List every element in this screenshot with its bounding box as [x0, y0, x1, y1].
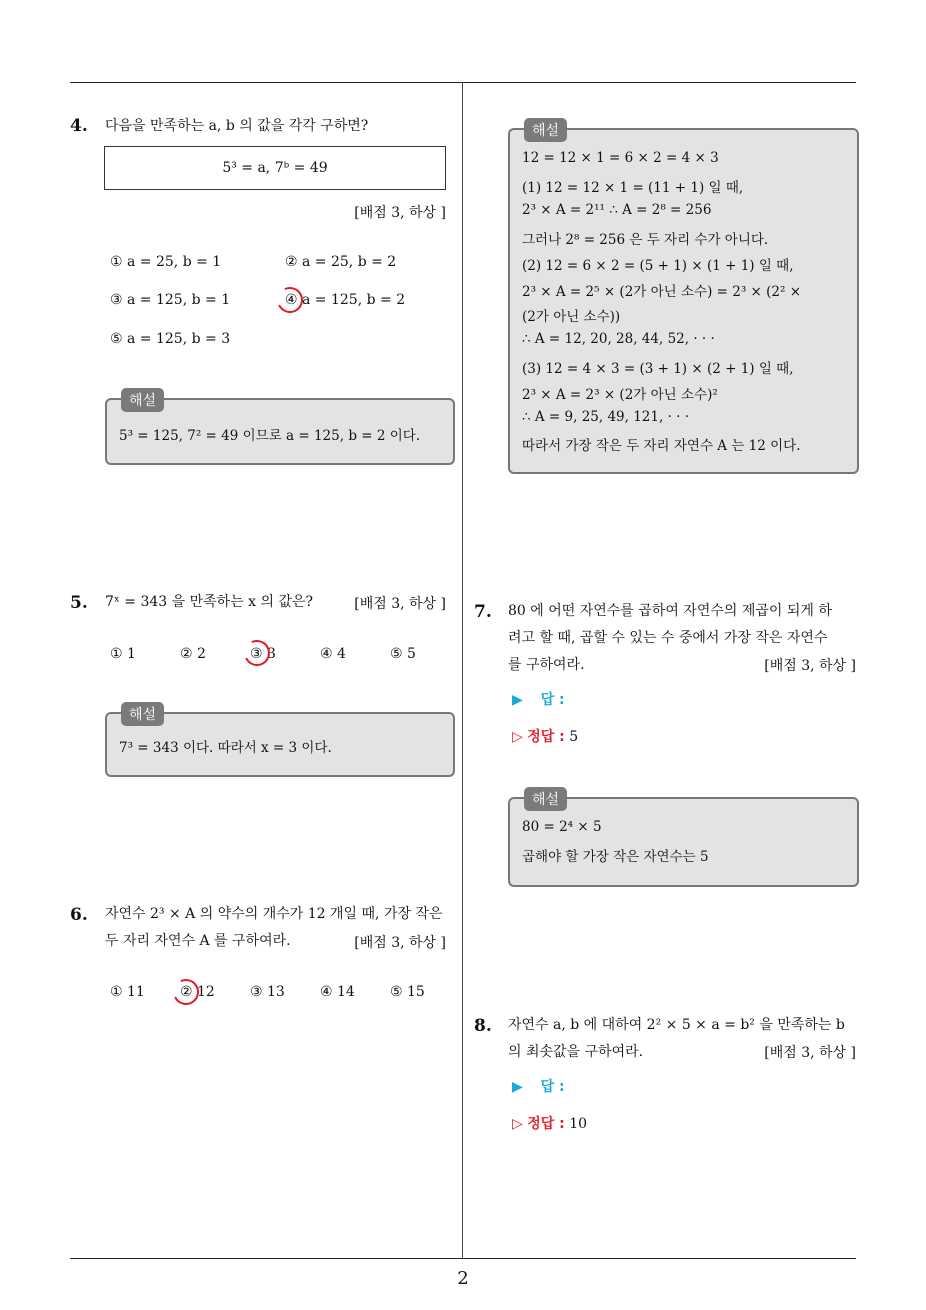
solution-line: ∴ A = 12, 20, 28, 44, 52, · · · [522, 331, 715, 347]
question-number: 6. [70, 905, 88, 925]
bottom-rule [70, 1258, 856, 1259]
question-text: 7ˣ = 343 을 만족하는 x 의 값은? [105, 594, 314, 610]
solution-line: (3) 12 = 4 × 3 = (3 + 1) × (2 + 1) 일 때, [522, 361, 794, 377]
option-4[interactable]: ④ a = 125, b = 2 [285, 292, 406, 308]
page-number: 2 [457, 1268, 469, 1289]
option-5[interactable]: ⑤ 5 [390, 646, 416, 662]
question-text: 다음을 만족하는 a, b 의 값을 각각 구하면? [105, 118, 369, 134]
question-text-line-3: 를 구하여라. [508, 657, 585, 673]
solution-box [508, 792, 859, 887]
question-text-line-1: 80 에 어떤 자연수를 곱하여 자연수의 제곱이 되게 하 [508, 603, 832, 619]
question-number: 8. [474, 1016, 492, 1036]
solution-tag: 해설 [121, 388, 164, 412]
option-4[interactable]: ④ 4 [320, 646, 346, 662]
solution-tag: 해설 [121, 702, 164, 726]
option-3[interactable]: ③ 3 [250, 646, 276, 662]
solution-line: (1) 12 = 12 × 1 = (11 + 1) 일 때, [522, 180, 744, 196]
play-filled-icon: ▶ [512, 692, 523, 708]
solution-box-q6 [508, 123, 859, 474]
answer-circle-mark [240, 636, 273, 669]
solution-box [105, 393, 455, 465]
solution-line: ∴ A = 9, 25, 49, 121, · · · [522, 409, 690, 425]
solution-line: 2³ × A = 2³ × (2가 아닌 소수)² [522, 387, 718, 403]
column-divider [462, 83, 463, 1258]
question-text-line-1: 자연수 2³ × A 의 약수의 개수가 12 개일 때, 가장 작은 [105, 906, 443, 922]
solution-line: 12 = 12 × 1 = 6 × 2 = 4 × 3 [522, 150, 719, 166]
score-meta: [배점 3, 하상 ] [764, 658, 856, 674]
answer-circle-mark [273, 283, 306, 316]
answer-row[interactable] [512, 689, 565, 709]
question-number: 5. [70, 593, 88, 613]
answer-label: 답 : [540, 692, 565, 708]
option-3[interactable]: ③ 13 [250, 984, 285, 1000]
question-number: 7. [474, 602, 492, 622]
solution-line: 7³ = 343 이다. 따라서 x = 3 이다. [119, 740, 332, 756]
question-text-line-1: 자연수 a, b 에 대하여 2² × 5 × a = b² 을 만족하는 b [508, 1017, 845, 1033]
option-2[interactable]: ② 2 [180, 646, 206, 662]
solution-tag: 해설 [524, 118, 567, 142]
top-rule [70, 82, 856, 83]
question-text-line-2: 려고 할 때, 곱할 수 있는 수 중에서 가장 작은 자연수 [508, 630, 828, 646]
solution-tag: 해설 [524, 787, 567, 811]
correct-label: 정답 : [527, 1116, 565, 1132]
correct-value: 10 [569, 1116, 588, 1132]
question-text-line-2: 두 자리 자연수 A 를 구하여라. [105, 933, 291, 949]
correct-label: 정답 : [527, 729, 565, 745]
solution-line: (2가 아닌 소수)) [522, 309, 621, 325]
answer-circle-mark [169, 975, 202, 1008]
option-1[interactable]: ① 1 [110, 646, 136, 662]
score-meta: [배점 3, 하상 ] [354, 205, 446, 221]
solution-line: 2³ × A = 2¹¹ ∴ A = 2⁸ = 256 [522, 202, 712, 218]
solution-line: (2) 12 = 6 × 2 = (5 + 1) × (1 + 1) 일 때, [522, 258, 794, 274]
solution-line: 따라서 가장 작은 두 자리 자연수 A 는 12 이다. [522, 438, 801, 454]
option-2[interactable]: ② 12 [180, 984, 215, 1000]
solution-line: 5³ = 125, 7² = 49 이므로 a = 125, b = 2 이다. [119, 428, 421, 444]
equation-box: 5³ = a, 7ᵇ = 49 [104, 146, 446, 190]
option-3[interactable]: ③ a = 125, b = 1 [110, 292, 231, 308]
option-5[interactable]: ⑤ 15 [390, 984, 425, 1000]
play-outline-icon: ▷ [512, 1116, 523, 1132]
answer-label: 답 : [540, 1079, 565, 1095]
play-outline-icon: ▷ [512, 729, 523, 745]
option-1[interactable]: ① a = 25, b = 1 [110, 254, 222, 270]
answer-row[interactable] [512, 1076, 565, 1096]
correct-answer-row [512, 726, 578, 746]
question-number: 4. [70, 116, 88, 136]
solution-box [105, 707, 455, 777]
solution-line: 80 = 2⁴ × 5 [522, 819, 602, 835]
score-meta: [배점 3, 하상 ] [354, 596, 446, 612]
score-meta: [배점 3, 하상 ] [354, 935, 446, 951]
solution-line: 2³ × A = 2⁵ × (2가 아닌 소수) = 2³ × (2² × [522, 284, 802, 300]
option-5[interactable]: ⑤ a = 125, b = 3 [110, 331, 231, 347]
question-text-line-2: 의 최솟값을 구하여라. [508, 1044, 644, 1060]
solution-line: 곱해야 할 가장 작은 자연수는 5 [522, 849, 709, 865]
option-2[interactable]: ② a = 25, b = 2 [285, 254, 397, 270]
score-meta: [배점 3, 하상 ] [764, 1045, 856, 1061]
solution-line: 그러나 2⁸ = 256 은 두 자리 수가 아니다. [522, 232, 769, 248]
option-1[interactable]: ① 11 [110, 984, 145, 1000]
play-filled-icon: ▶ [512, 1079, 523, 1095]
correct-value: 5 [569, 729, 579, 745]
option-4[interactable]: ④ 14 [320, 984, 355, 1000]
correct-answer-row [512, 1113, 587, 1133]
